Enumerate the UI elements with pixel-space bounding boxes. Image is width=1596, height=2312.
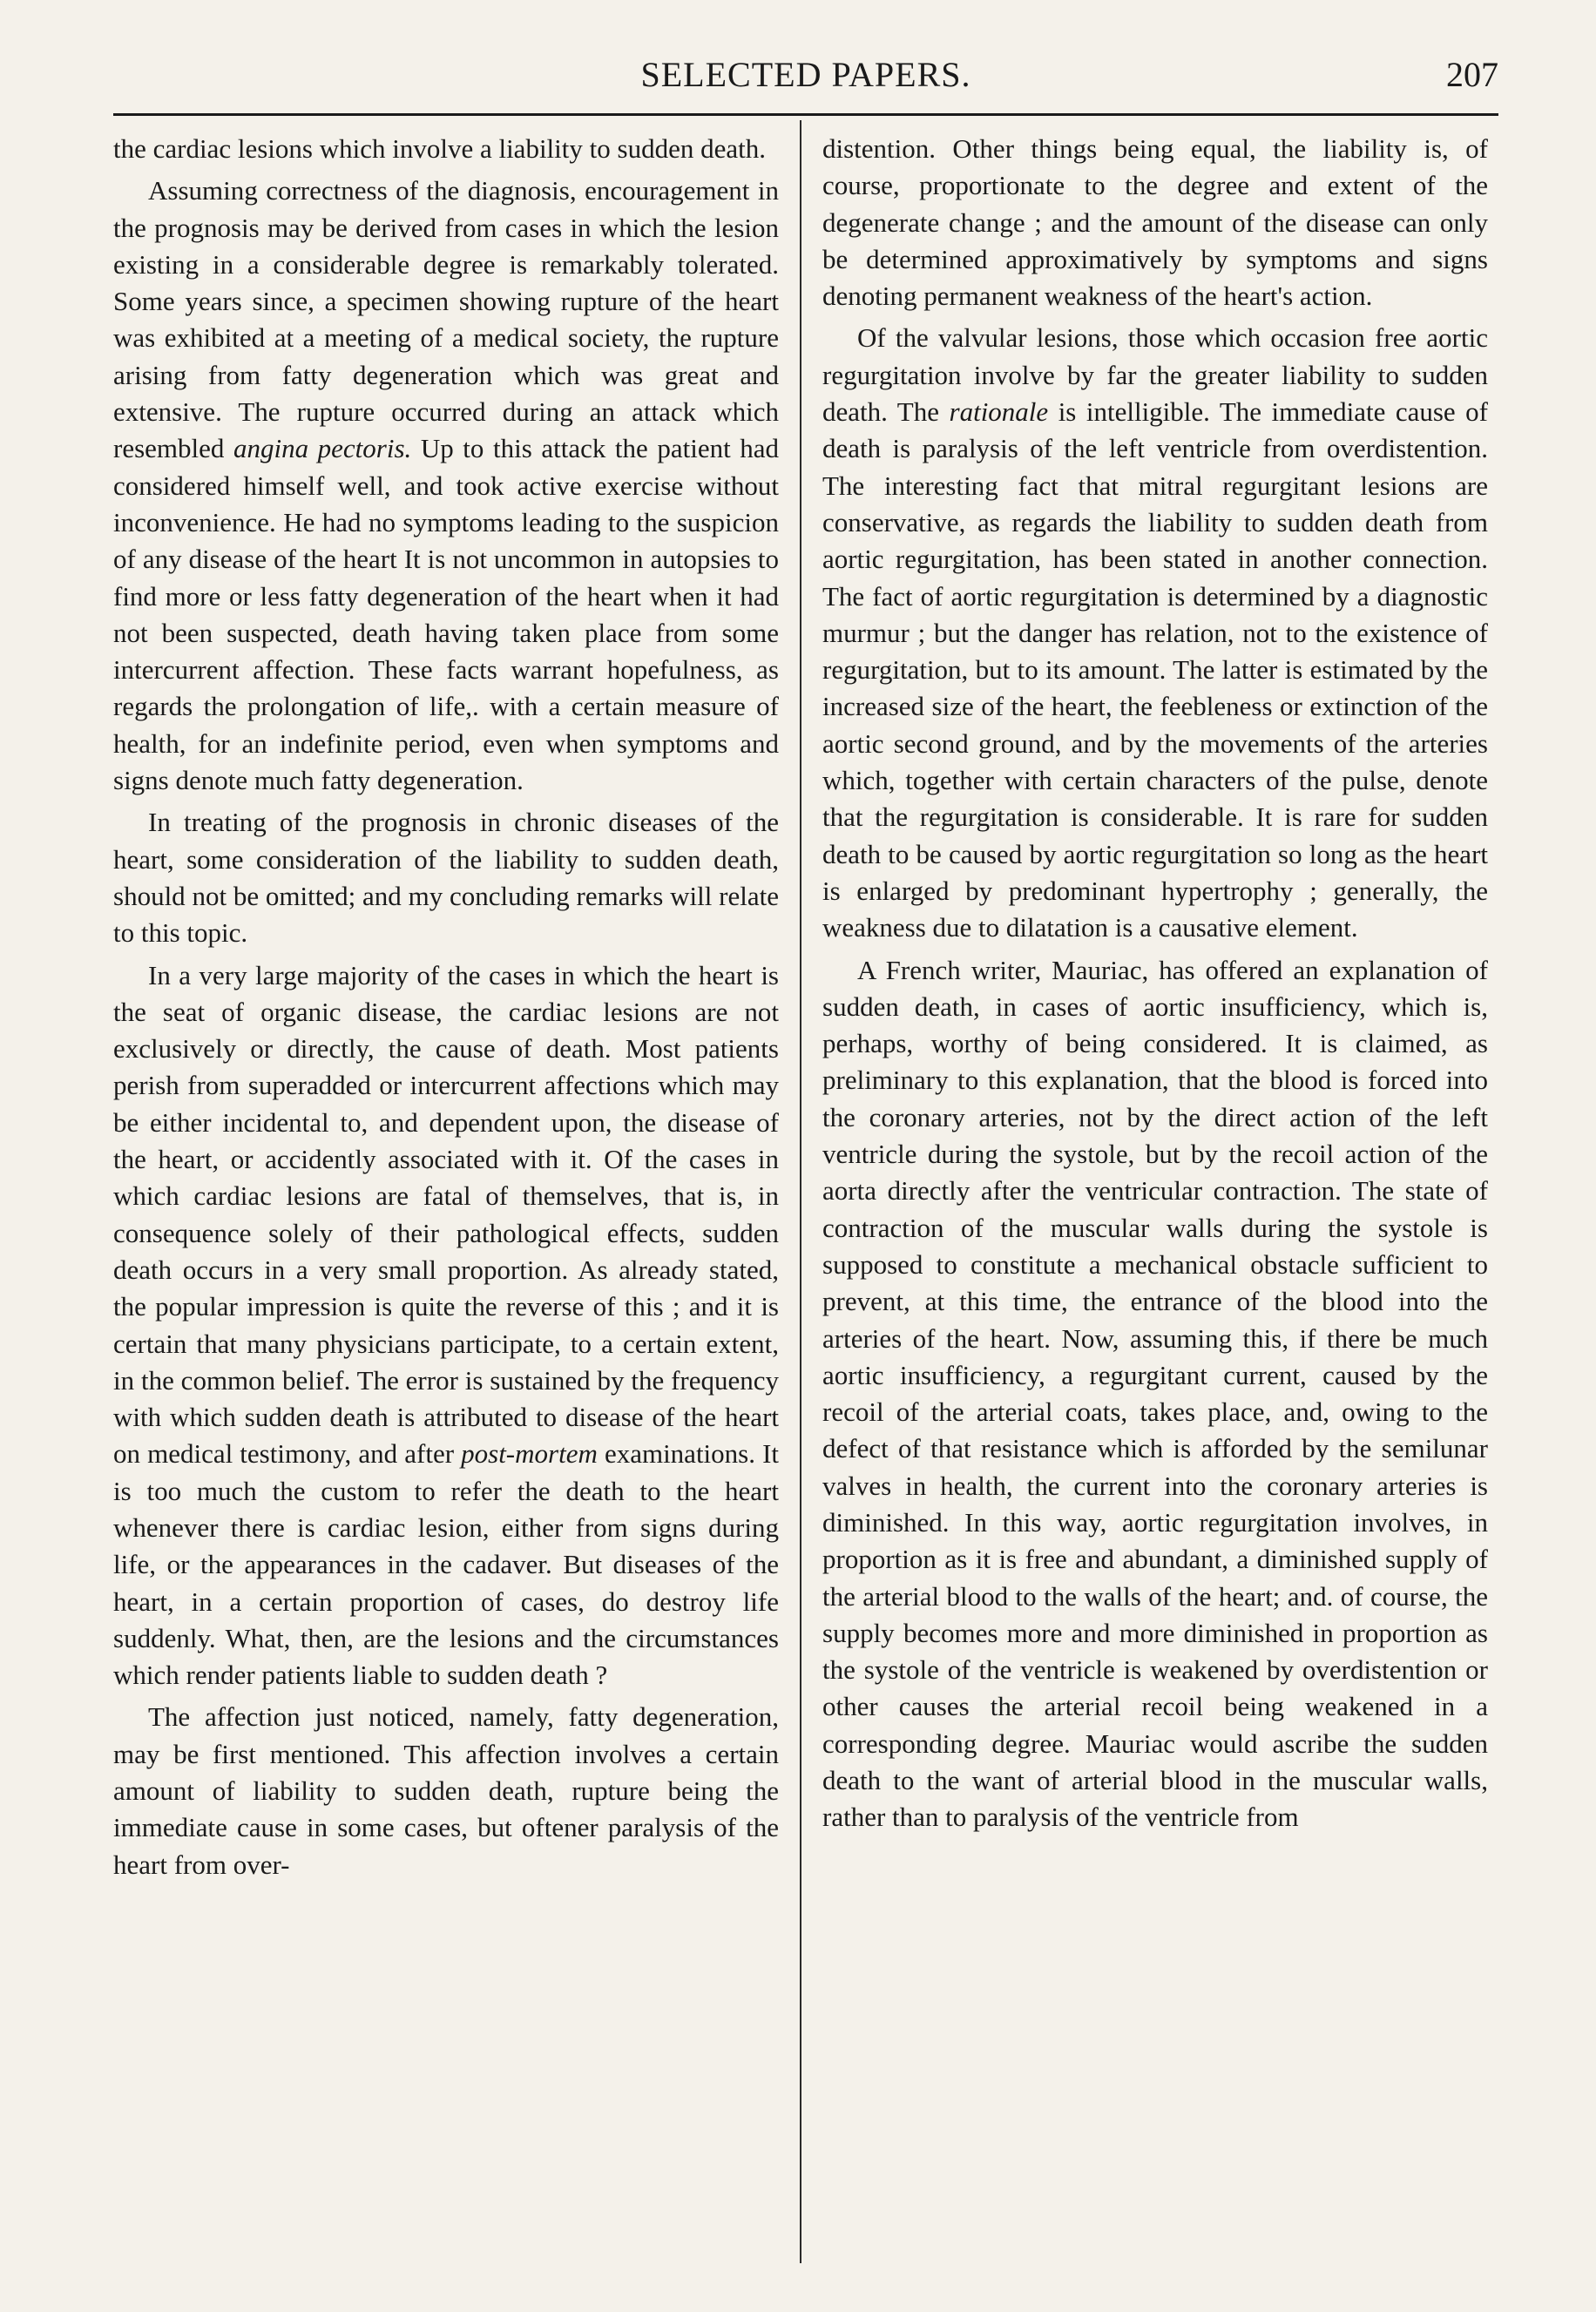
paragraph-text: the cardiac lesions which involve a liability to sudden death. bbox=[113, 133, 766, 164]
paragraph-text: Up to this attack the patient had considered himself well, and took active exercise without inconvenience. He had no symptoms leading to the suspicion of any disease of the heart It is not uncommon in autopsies to find more or less fatty degeneration of the heart when it had not been suspected, death having taken place from some intercurrent affection. These facts warrant hopefulness, as regards the prolongation of life,. with a certain measure of health, for an indefinite period, even when symptoms and signs denote much fatty degeneration. bbox=[113, 433, 780, 796]
paragraph bbox=[113, 1699, 779, 1883]
header-rule bbox=[113, 113, 1498, 116]
italic-term: rationale bbox=[949, 396, 1049, 428]
paragraph bbox=[822, 320, 1488, 946]
paragraph bbox=[113, 957, 779, 1694]
left-column bbox=[113, 131, 779, 1883]
paragraph-text: is intelligible. The immediate cause of death is paralysis of the left ventricle from overdistention. The interesting fact that mitral regurgitant lesions are conservative, as regards the liability to sudden death from aortic regurgitation, has been stated in another connection. The fact of aortic regurgitation is determined by a diagnostic murmur ; but the danger has relation, not to the existence of regurgitation, but to its amount. The latter is estimated by the increased size of the heart, the feebleness or extinction of the aortic second ground, and by the movements of the arteries which, together with certain characters of the pulse, denote that the regurgitation is considerable. It is rare for sudden death to be caused by aortic regurgitation so long as the heart is enlarged by predominant hypertrophy ; generally, the weakness due to dilatation is a causative element. bbox=[822, 396, 1489, 943]
page-header bbox=[113, 54, 1498, 105]
paragraph-text: In treating of the prognosis in chronic diseases of the heart, some consideration of the liability to sudden death, should not be omitted; and my concluding remarks will relate to this topic. bbox=[113, 807, 779, 949]
right-column bbox=[822, 131, 1488, 1836]
running-title: SELECTED PAPERS. bbox=[640, 55, 971, 94]
paragraph-text: Assuming correctness of the diagnosis, encouragement in the prognosis may be derived from cases in which the lesion existing in a considerable degree is remarkably tolerated. Some years since, a specimen showing rupture of the heart was exhibited at a meeting of a medical society, the rupture arising from fatty degeneration which was great and extensive. The rupture occurred during an attack which resembled bbox=[113, 175, 779, 464]
italic-term: post-mortem bbox=[461, 1438, 598, 1470]
paragraph bbox=[113, 131, 779, 167]
paragraph-text: distention. Other things being equal, the liability is, of course, proportionate to the degree and extent of the degenerate change ; and the amount of the disease can only be determined approximatively by symptoms and signs denoting permanent weakness of the heart's action. bbox=[822, 133, 1488, 312]
column-divider bbox=[800, 120, 801, 2263]
page-number: 207 bbox=[1446, 55, 1498, 94]
paragraph bbox=[113, 804, 779, 951]
paragraph bbox=[822, 131, 1488, 314]
paragraph-text: Of the valvular lesions, those which occasion free aortic regurgitation involve by far the greater liability to sudden death. The bbox=[822, 322, 1488, 428]
paragraph bbox=[113, 172, 779, 799]
paragraph-text: The affection just noticed, namely, fatty degeneration, may be first mentioned. This affection involves a certain amount of liability to sudden death, rupture being the immediate cause in some cases, but oftener paralysis of the heart from over- bbox=[113, 1701, 779, 1880]
italic-term: angina pectoris. bbox=[233, 433, 412, 464]
paragraph-text: examinations. It is too much the custom to refer the death to the heart whenever there is cardiac lesion, either from signs during life, or the appearances in the cadaver. But diseases of the heart, in a certain proportion of cases, do destroy life suddenly. What, then, are the lesions and the circumstances which render patients liable to sudden death ? bbox=[113, 1438, 780, 1691]
paragraph-text: In a very large majority of the cases in which the heart is the seat of organic disease, the cardiac lesions are not exclusively or directly, the cause of death. Most patients perish from superadded or intercurrent affections which may be either incidental to, and dependent upon, the disease of the heart, or accidently associated with it. Of the cases in which cardiac lesions are fatal of themselves, that is, in consequence solely of their pathological effects, sudden death occurs in a very small proportion. As already stated, the popular impression is quite the reverse of this ; and it is certain that many physicians participate, to a certain extent, in the common belief. The error is sustained by the frequency with which sudden death is attributed to disease of the heart on medical testimony, and after bbox=[113, 959, 779, 1470]
paragraph-text: A French writer, Mauriac, has offered an explanation of sudden death, in cases of aortic insufficiency, which is, perhaps, worthy of being considered. It is claimed, as preliminary to this explanation, that the blood is forced into the coronary arteries, not by the direct action of the left ventricle during the systole, but by the recoil action of the aorta directly after the ventricular contraction. The state of contraction of the muscular walls during the systole is supposed to constitute a mechanical obstacle sufficient to prevent, at this time, the entrance of the blood into the arteries of the heart. Now, assuming this, if there be much aortic insufficiency, a regurgitant current, caused by the recoil of the arterial coats, takes place, and, owing to the defect of that resistance which is afforded by the semilunar valves in health, the current into the coronary arteries is diminished. In this way, aortic regurgitation involves, in proportion as it is free and abundant, a diminished supply of the arterial blood to the walls of the heart; and. of course, the supply becomes more and more diminished in proportion as the systole of the ventricle is weakened by overdistention or other causes the arterial recoil being weakened in a corresponding degree. Mauriac would ascribe the sudden death to the want of arterial blood in the muscular walls, rather than to paralysis of the ventricle from bbox=[822, 954, 1488, 1833]
paragraph bbox=[822, 952, 1488, 1836]
